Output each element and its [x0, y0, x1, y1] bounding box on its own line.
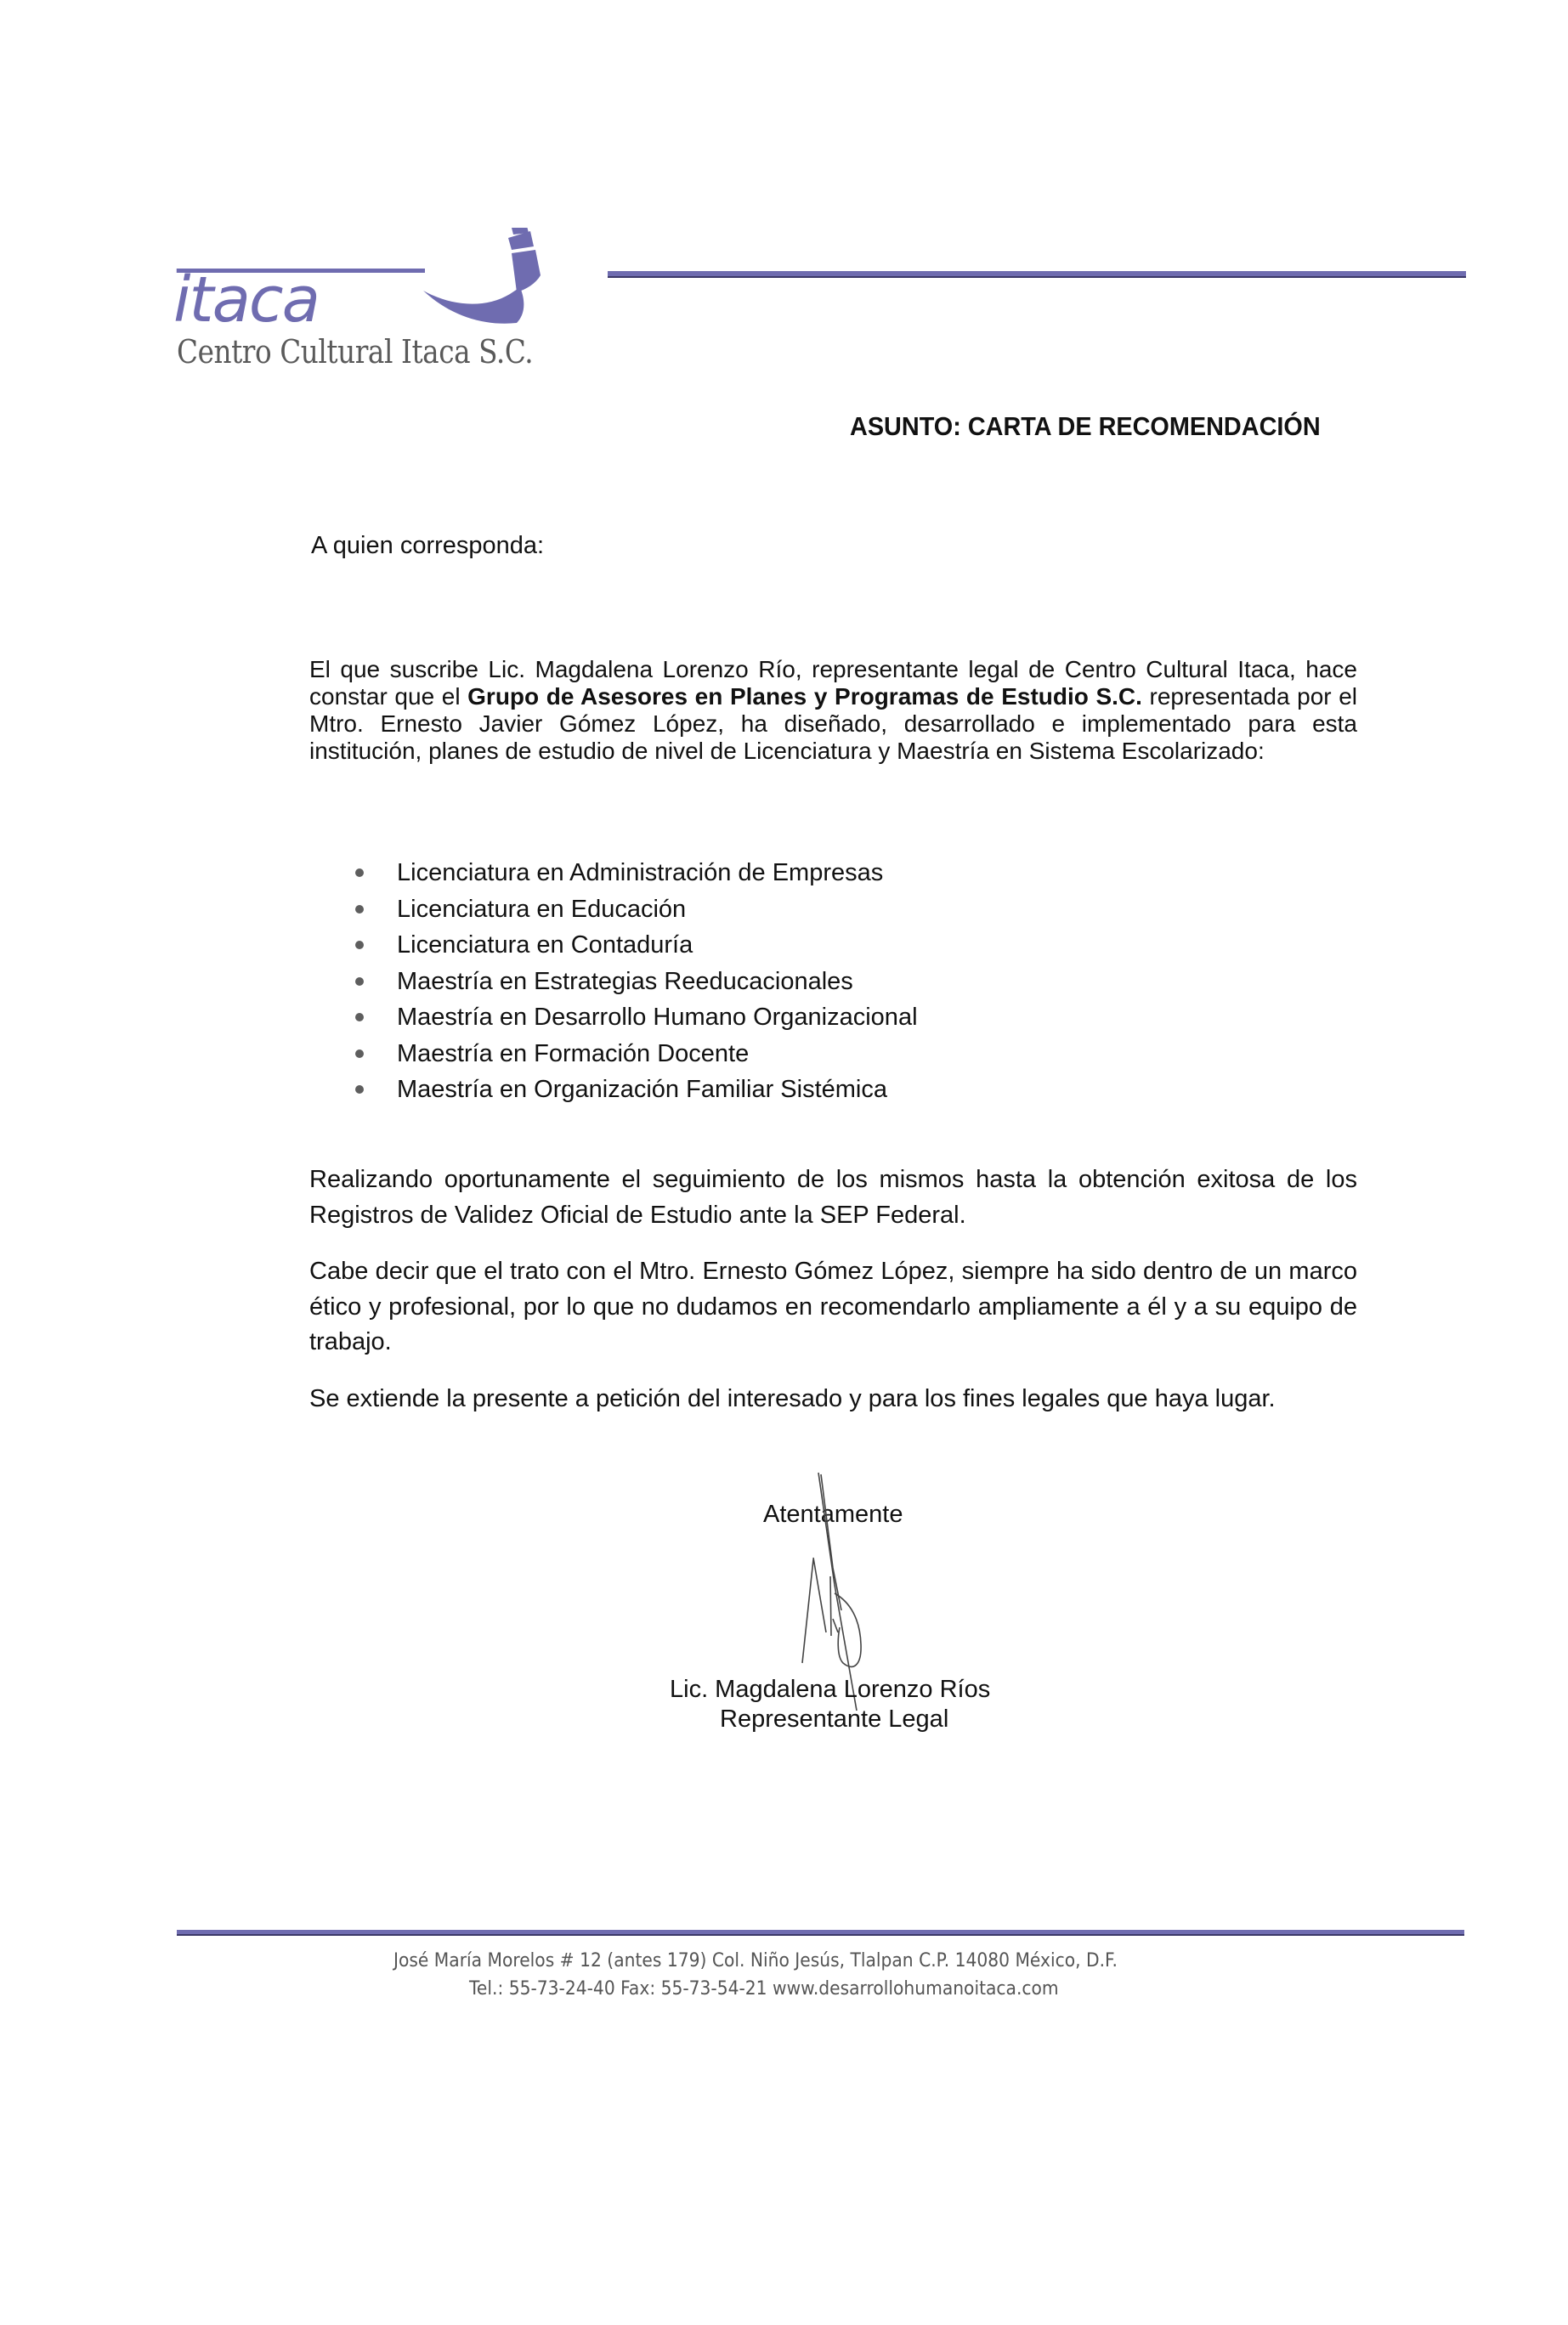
- intro-text-1: El que suscribe Lic. Magdalena Lorenzo Río, representante legal de Centro Cultural Itaca, hace constar que el: [309, 656, 1357, 710]
- bullet-icon: [355, 868, 364, 877]
- recommendation-paragraph: Cabe decir que el trato con el Mtro. Ernesto Gómez López, siempre ha sido dentro de un marco ético y profesional, por lo que no dudamos en recomendarlo ampliamente a él y a su equipo de trabajo.: [309, 1258, 1357, 1355]
- program-name: Maestría en Organización Familiar Sistémica: [397, 1076, 887, 1103]
- logo-itaca-icon: [170, 252, 425, 328]
- logo-wordmark: [170, 252, 425, 328]
- program-name: Licenciatura en Administración de Empresas: [397, 859, 884, 886]
- organization-name: Centro Cultural Itaca S.C.: [177, 333, 534, 371]
- bullet-icon: [355, 1049, 364, 1058]
- footer-divider: [177, 1930, 1464, 1936]
- program-name: Maestría en Desarrollo Humano Organizacional: [397, 1004, 918, 1031]
- list-item: [344, 927, 918, 964]
- list-item: [344, 999, 918, 1036]
- bullet-icon: [355, 905, 364, 914]
- list-item: [344, 855, 918, 891]
- subject-heading: ASUNTO: CARTA DE RECOMENDACIÓN: [850, 411, 1321, 441]
- bullet-icon: [355, 977, 364, 986]
- bullet-icon: [355, 1085, 364, 1094]
- closing-phrase: Atentamente: [763, 1501, 903, 1528]
- programs-list: [344, 855, 918, 1108]
- ship-icon: [416, 228, 552, 326]
- bullet-icon: [355, 941, 364, 949]
- program-name: Maestría en Estrategias Reeducacionales: [397, 967, 853, 995]
- bullet-icon: [355, 1013, 364, 1021]
- footer-contact: Tel.: 55-73-24-40 Fax: 55-73-54-21 www.desarrollohumanoitaca.com: [469, 1977, 1059, 2000]
- signer-role: Representante Legal: [720, 1706, 949, 1733]
- follow-up-paragraph: Realizando oportunamente el seguimiento de los mismos hasta la obtención exitosa de los Registros de Validez Oficial de Estudio ante la SEP Federal.: [309, 1166, 1357, 1229]
- company-name: Grupo de Asesores en Planes y Programas de Estudio S.C.: [467, 683, 1142, 710]
- program-name: Maestría en Formación Docente: [397, 1039, 750, 1067]
- program-name: Licenciatura en Contaduría: [397, 931, 693, 959]
- header-divider: [608, 271, 1466, 278]
- list-item: [344, 1072, 918, 1108]
- list-item: [344, 891, 918, 928]
- intro-paragraph: [309, 656, 1357, 765]
- list-item: [344, 964, 918, 1000]
- footer-address: José María Morelos # 12 (antes 179) Col. Niño Jesús, Tlalpan C.P. 14080 México, D.F.: [393, 1949, 1118, 1971]
- program-name: Licenciatura en Educación: [397, 895, 687, 923]
- salutation: A quien corresponda:: [311, 532, 545, 559]
- logo-text: itaca: [173, 263, 319, 328]
- signer-name: Lic. Magdalena Lorenzo Ríos: [670, 1676, 991, 1703]
- closing-paragraph: Se extiende la presente a petición del interesado y para los fines legales que haya lugar.: [309, 1385, 1276, 1412]
- intro-text-2: representada por el Mtro. Ernesto Javier Gómez López, ha diseñado, desarrollado e implementado para esta institución, planes de estudio de nivel de Licenciatura y Maestría en Sistema Escolarizado:: [309, 683, 1358, 764]
- list-item: [344, 1036, 918, 1072]
